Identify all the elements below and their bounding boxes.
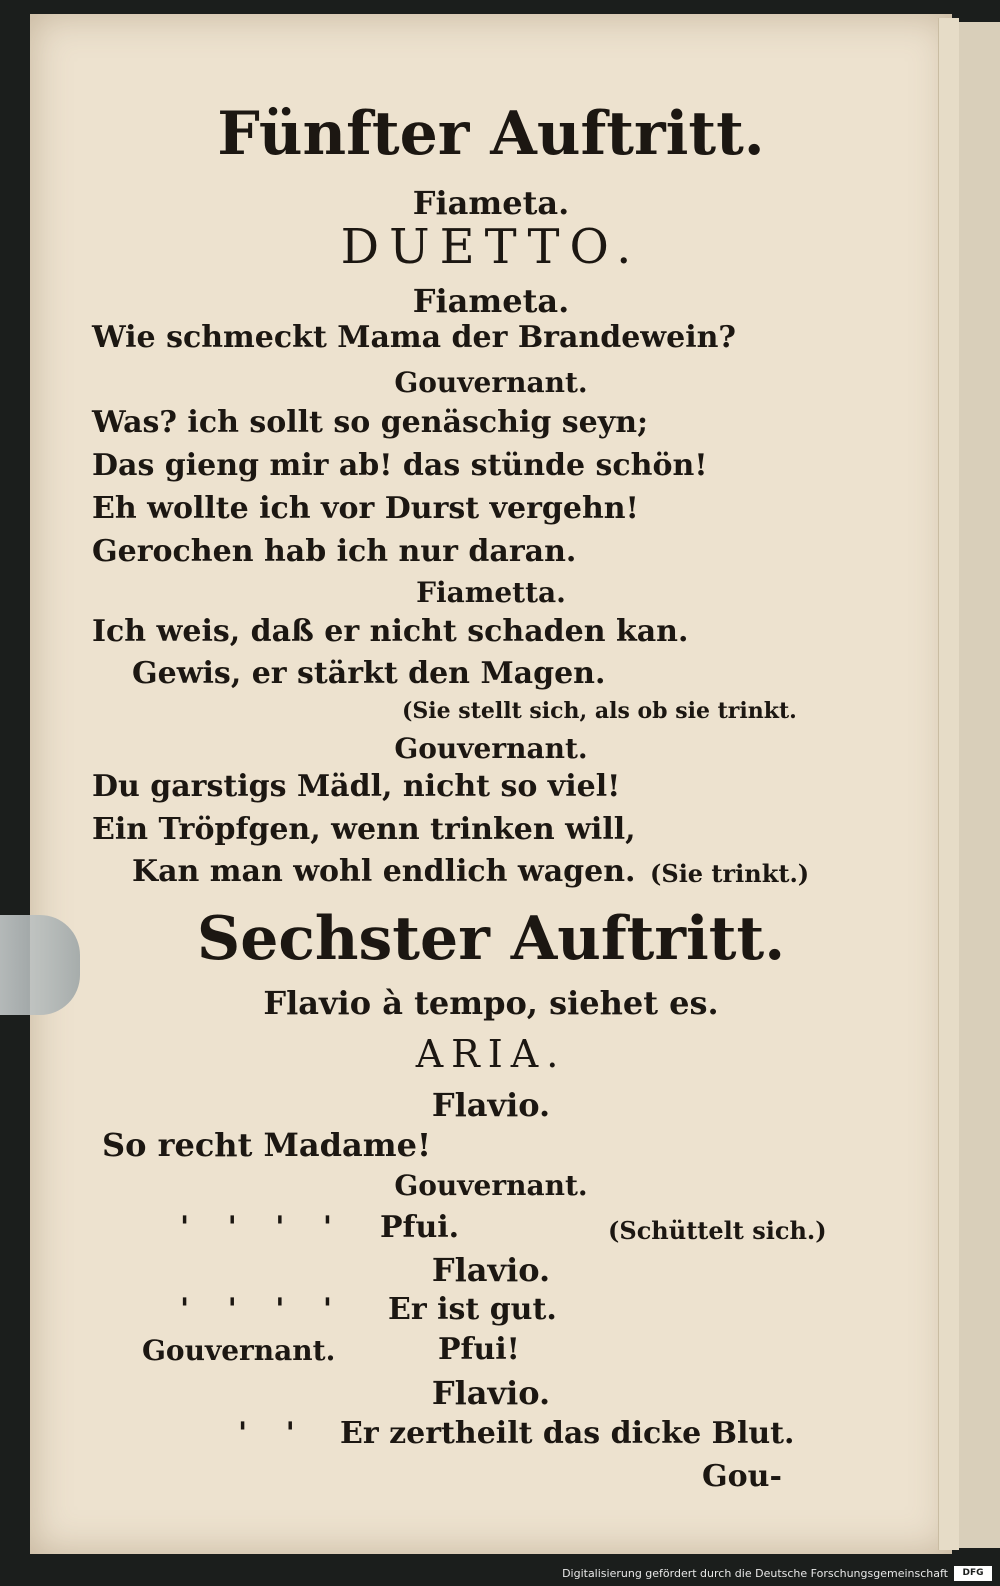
page-edge — [938, 18, 959, 1550]
speaker-label: Gouvernant. — [394, 1169, 588, 1202]
verse-line: Wie schmeckt Mama der Brandewein? — [92, 320, 737, 355]
dfg-logo: DFG — [954, 1566, 992, 1581]
speaker-label: Gouvernant. — [142, 1334, 336, 1367]
speaker-label: Gouvernant. — [394, 732, 588, 765]
verse-line: Gerochen hab ich nur daran. — [92, 534, 577, 569]
verse-line: Eh wollte ich vor Durst vergehn! — [92, 491, 639, 526]
verse-line: So recht Madame! — [102, 1126, 432, 1164]
verse-line: Kan man wohl endlich wagen. — [132, 854, 636, 889]
verse-line: Das gieng mir ab! das stünde schön! — [92, 448, 708, 483]
speaker-label: Gouvernant. — [394, 366, 588, 399]
section-title: ARIA. — [415, 1032, 567, 1076]
verse-line: Du garstigs Mädl, nicht so viel! — [92, 769, 621, 804]
verse-line: Ich weis, daß er nicht schaden kan. — [92, 614, 689, 649]
ellipsis-marks: ' ' ' ' — [180, 1292, 347, 1327]
scene-heading: Sechster Auftritt. — [196, 904, 786, 974]
speaker-label: Fiametta. — [416, 576, 566, 609]
verse-line: Pfui! — [438, 1332, 520, 1367]
verse-line: Ein Tröpfgen, wenn trinken will, — [92, 812, 636, 847]
catchword: Gou- — [702, 1459, 782, 1494]
stage-direction: (Sie trinkt.) — [650, 859, 810, 888]
book-page — [30, 14, 952, 1554]
speaker-label: Flavio. — [431, 1251, 551, 1289]
speaker-label: Flavio. — [431, 1374, 551, 1412]
verse-line: Er zertheilt das dicke Blut. — [340, 1416, 795, 1451]
scene-heading: Fünfter Auftritt. — [217, 99, 765, 169]
stage-direction: (Schüttelt sich.) — [608, 1216, 827, 1245]
ellipsis-marks: ' ' — [238, 1416, 309, 1451]
verse-line: Pfui. — [380, 1210, 460, 1245]
funding-credit: Digitalisierung gefördert durch die Deutsche Forschungsgemeinschaft — [562, 1567, 948, 1580]
scene-characters: Fiameta. — [412, 184, 570, 222]
section-title: DUETTO. — [340, 219, 642, 275]
speaker-label: Flavio. — [431, 1086, 551, 1124]
scene-characters: Flavio à tempo, siehet es. — [263, 984, 719, 1022]
verse-line: Was? ich sollt so genäschig seyn; — [92, 405, 649, 440]
verse-line: Er ist gut. — [388, 1292, 557, 1327]
page-clip — [0, 915, 80, 1015]
footer-bar — [0, 1558, 1000, 1586]
speaker-label: Fiameta. — [412, 282, 570, 320]
verse-line: Gewis, er stärkt den Magen. — [132, 656, 606, 691]
stage-direction: (Sie stellt sich, als ob sie trinkt. — [402, 698, 797, 724]
ellipsis-marks: ' ' ' ' — [180, 1210, 347, 1245]
